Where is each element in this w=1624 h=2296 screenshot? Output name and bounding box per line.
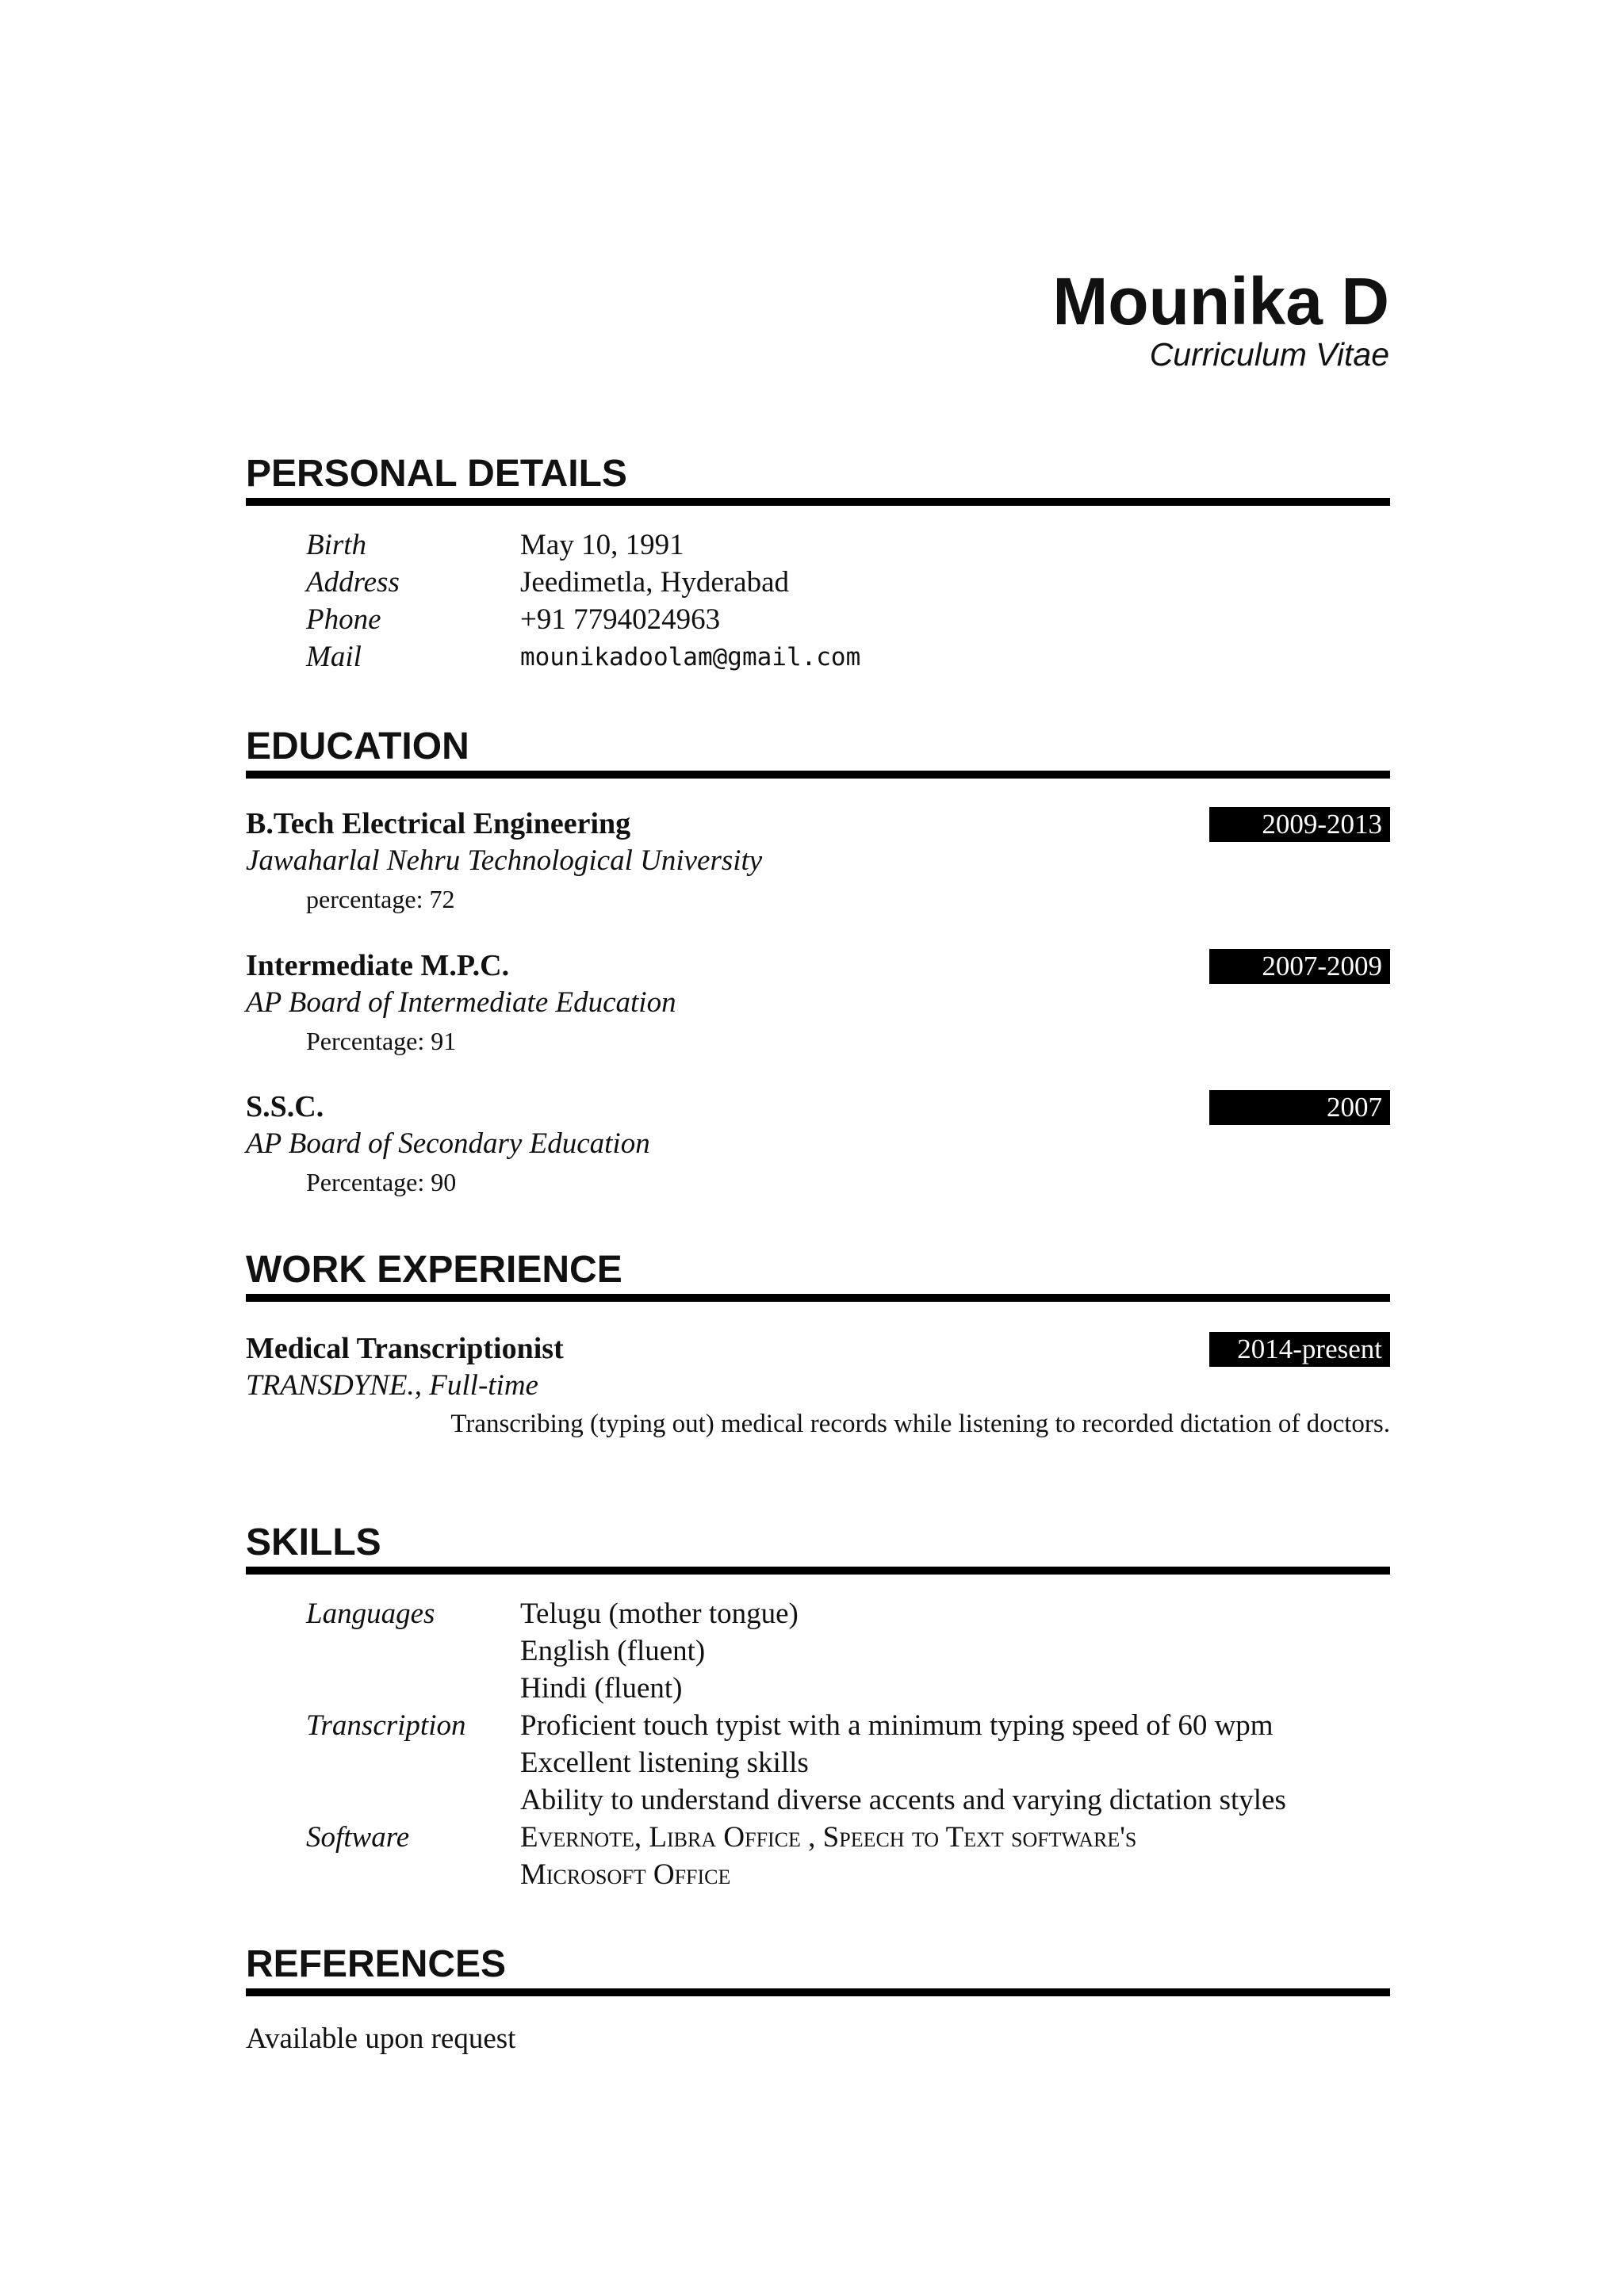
education-entry <box>246 947 1390 1060</box>
skill-item: Telugu (mother tongue) <box>520 1598 799 1630</box>
skill-category: Languages <box>306 1598 435 1630</box>
detail-value: May 10, 1991 <box>520 529 684 561</box>
score-note: Percentage: 90 <box>306 1168 457 1196</box>
detail-label: Mail <box>306 641 362 673</box>
personal-details-section <box>246 453 1390 506</box>
date-badge: 2007-2009 <box>1209 949 1390 984</box>
job-title: Medical Transcriptionist <box>246 1332 564 1365</box>
score-note: Percentage: 91 <box>306 1027 457 1055</box>
references-text: Available upon request <box>246 2022 516 2055</box>
education-entry <box>246 1089 1390 1201</box>
work-entry <box>246 1330 1390 1443</box>
degree-title: B.Tech Electrical Engineering <box>246 807 631 840</box>
references-section <box>246 1944 1390 1996</box>
person-name: Mounika D <box>1052 264 1389 339</box>
section-title: SKILLS <box>246 1521 381 1563</box>
education-entry <box>246 806 1390 918</box>
institution-name: Jawaharlal Nehru Technological University <box>246 844 763 877</box>
skill-item: Proficient touch typist with a minimum typing speed of 60 wpm <box>520 1709 1274 1742</box>
section-title: PERSONAL DETAILS <box>246 453 627 495</box>
skill-item: Microsoft Office <box>520 1858 731 1891</box>
detail-value: Jeedimetla, Hyderabad <box>520 566 790 599</box>
institution-name: AP Board of Intermediate Education <box>246 986 676 1019</box>
degree-title: S.S.C. <box>246 1090 324 1123</box>
skill-category: Software <box>306 1821 410 1854</box>
skill-item: Hindi (fluent) <box>520 1672 683 1705</box>
detail-value: +91 7794024963 <box>520 603 721 636</box>
date-badge: 2007 <box>1209 1090 1390 1125</box>
skills-section <box>246 1522 1390 1575</box>
section-rule <box>246 1567 1390 1575</box>
section-rule <box>246 498 1390 506</box>
job-description: Transcribing (typing out) medical records while listening to recorded dictation of doctors. <box>450 1410 1390 1438</box>
institution-name: AP Board of Secondary Education <box>246 1127 650 1160</box>
section-rule <box>246 1988 1390 1996</box>
section-rule <box>246 771 1390 779</box>
skill-category: Transcription <box>306 1709 466 1742</box>
email-link[interactable]: mounikadoolam@gmail.com <box>520 643 861 672</box>
degree-title: Intermediate M.P.C. <box>246 949 510 982</box>
section-title: REFERENCES <box>246 1943 507 1985</box>
document-subtitle: Curriculum Vitae <box>1149 336 1389 373</box>
score-note: percentage: 72 <box>306 885 455 913</box>
detail-label: Birth <box>306 529 367 561</box>
date-badge: 2014-present <box>1209 1332 1390 1367</box>
skill-item: Excellent listening skills <box>520 1747 809 1779</box>
company-name: TRANSDYNE., Full-time <box>246 1369 538 1402</box>
skill-item: Ability to understand diverse accents and varying dictation styles <box>520 1784 1286 1816</box>
cv-header <box>1052 266 1389 372</box>
detail-label: Address <box>306 566 400 599</box>
section-title: WORK EXPERIENCE <box>246 1249 622 1291</box>
section-rule <box>246 1294 1390 1302</box>
work-experience-section <box>246 1249 1390 1302</box>
date-badge: 2009-2013 <box>1209 807 1390 842</box>
education-section <box>246 726 1390 779</box>
skill-item: Evernote, Libra Office , Speech to Text software's <box>520 1821 1137 1854</box>
section-title: EDUCATION <box>246 725 469 767</box>
detail-label: Phone <box>306 603 381 636</box>
skill-item: English (fluent) <box>520 1635 706 1667</box>
